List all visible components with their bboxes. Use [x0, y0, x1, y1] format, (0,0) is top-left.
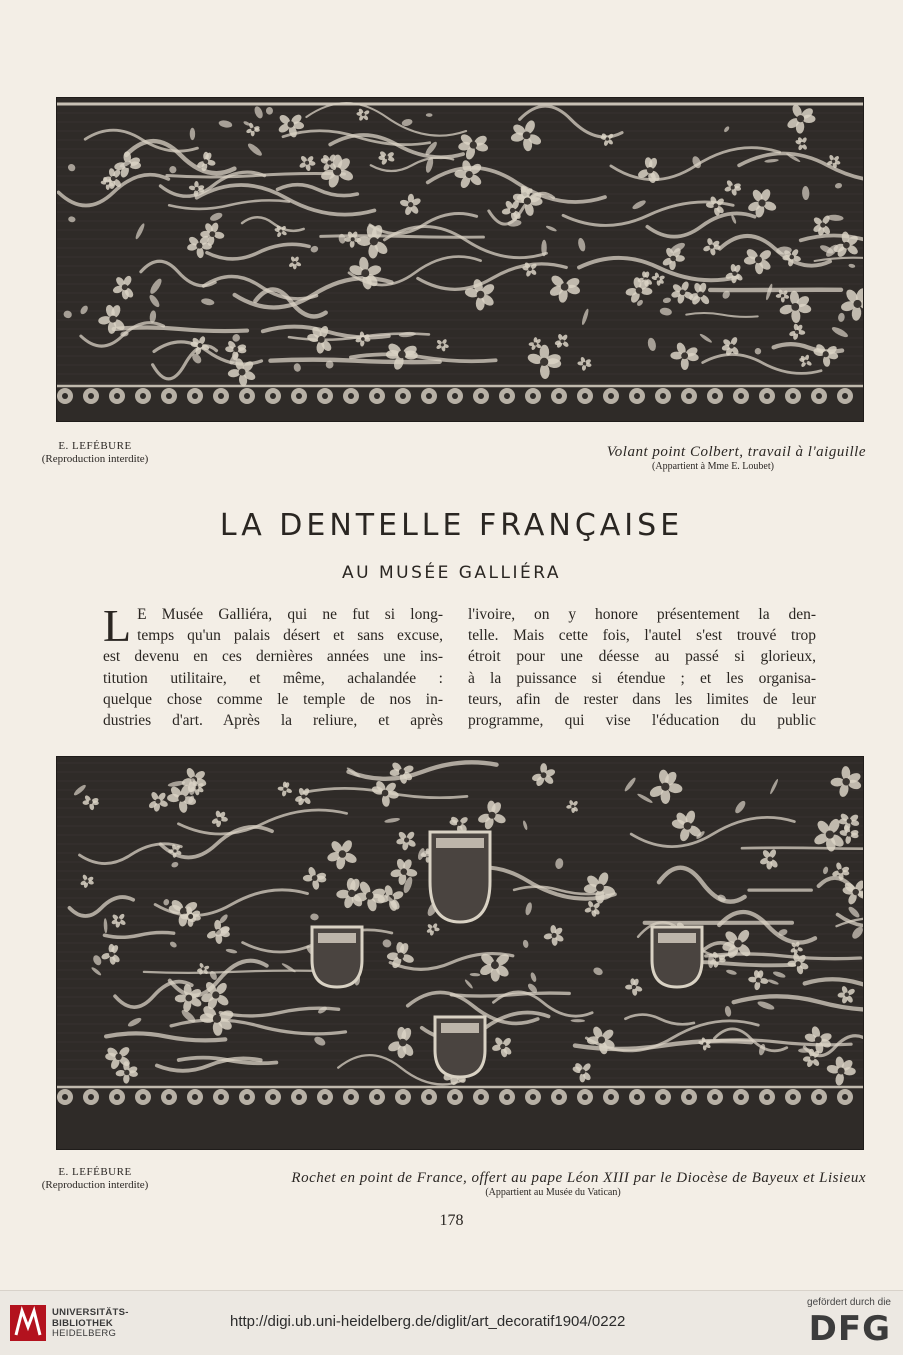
text-line: programme, qui vise l'éducation du public [468, 712, 816, 730]
caption-owner: (Appartient au Musée du Vatican) [485, 1187, 621, 1198]
article-title: LA DENTELLE FRANÇAISE [219, 508, 684, 543]
text-line: étroit pour une déesse au passé si glorieux, [468, 648, 816, 666]
caption-owner: (Appartient à Mme E. Loubet) [652, 461, 774, 472]
credit-note: (Reproduction interdite) [41, 453, 149, 465]
caption-text: Rochet en point de France, offert au pape Léon XIII par le Diocèse de Bayeux et Lisieux [291, 1170, 866, 1186]
dfg-note: gefördert durch die [807, 1297, 891, 1308]
credit-name: E. LEFÉBURE [58, 440, 132, 452]
plate-top-credit [20, 440, 170, 466]
text-line: quelque chose comme le temple de nos in- [103, 690, 443, 708]
caption-text: Volant point Colbert, travail à l'aiguille [606, 444, 866, 460]
text-line: à la puissance si étendue ; et les organisa- [468, 669, 816, 687]
text-line: E Musée Galliéra, qui ne fut si long- [137, 606, 443, 623]
lace-image-bottom [57, 757, 863, 1149]
university-name-line: UNIVERSITÄTS- [52, 1307, 129, 1318]
dropcap: L [103, 600, 132, 651]
university-logo-icon[interactable] [10, 1305, 46, 1341]
plate-bottom-caption [200, 1170, 866, 1199]
text-line: l'ivoire, on y honore présentement la den- [468, 606, 816, 623]
credit-name: E. LEFÉBURE [58, 1166, 132, 1178]
dfg-logo[interactable]: DFG [808, 1309, 891, 1349]
university-name[interactable] [52, 1308, 129, 1340]
text-line: est devenu en ces dernières années une ins- [103, 648, 443, 666]
text-line: telle. Mais cette fois, l'autel s'est trouvé trop [468, 627, 816, 645]
text-line: temps qu'un palais désert et sans excuse, [137, 627, 443, 645]
lace-plate-top [56, 97, 864, 422]
article-subtitle: AU MUSÉE GALLIÉRA [341, 563, 562, 583]
plate-bottom-credit [20, 1166, 170, 1192]
credit-note: (Reproduction interdite) [41, 1179, 149, 1191]
plate-top-caption [480, 444, 866, 473]
university-name-line: HEIDELBERG [52, 1328, 117, 1339]
text-line: titution utilitaire, et même, achalandée : [103, 669, 443, 687]
document-url-link[interactable]: http://digi.ub.uni-heidelberg.de/diglit/art_decoratif1904/0222 [230, 1313, 626, 1330]
page-number: 178 [439, 1212, 464, 1229]
university-name-line: BIBLIOTHEK [52, 1317, 114, 1329]
text-column-left [103, 600, 443, 731]
lace-plate-bottom [56, 756, 864, 1150]
viewer-footer [0, 1290, 903, 1355]
text-line: dustries d'art. Après la reliure, et après [103, 712, 443, 730]
text-line: teurs, afin de rester dans les limites de leur [468, 690, 816, 708]
lace-image-top [57, 98, 863, 421]
text-column-right [468, 604, 816, 731]
